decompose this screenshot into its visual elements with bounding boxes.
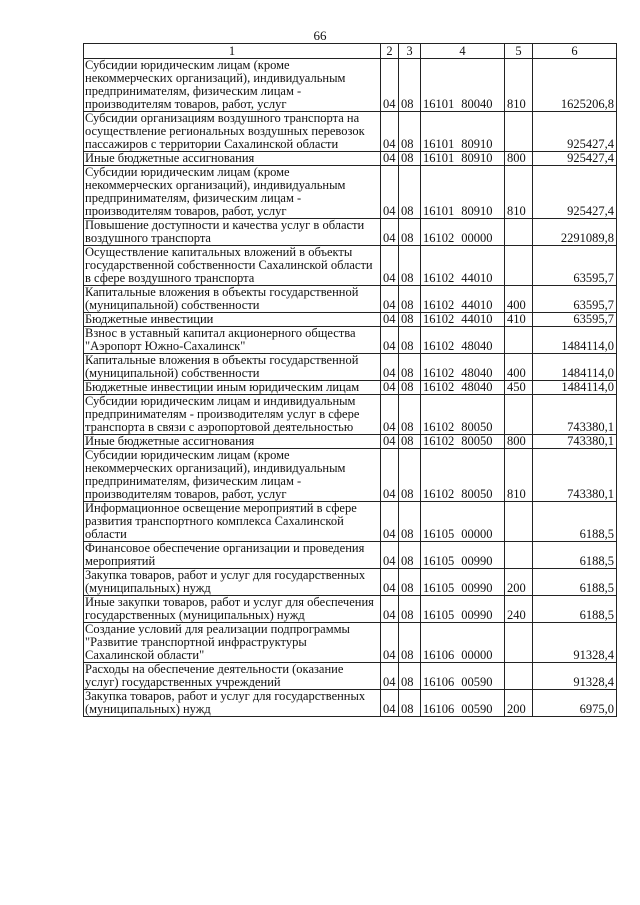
table-row	[84, 663, 617, 690]
target-article-part-b: 80050	[461, 487, 493, 501]
target-article-part-b: 80910	[461, 151, 493, 165]
expense-type-cell	[505, 542, 533, 569]
target-article-part-b: 00990	[461, 608, 493, 622]
expense-type-cell: 240	[505, 596, 533, 623]
target-article-part-a: 16106	[423, 702, 455, 716]
row-name-cell: Закупка товаров, работ и услуг для государственных (муниципальных) нужд	[84, 690, 381, 717]
expense-type-cell	[505, 663, 533, 690]
table-row	[84, 596, 617, 623]
target-article-cell	[421, 569, 505, 596]
expense-type-cell	[505, 327, 533, 354]
expense-type-cell	[505, 246, 533, 286]
table-row	[84, 354, 617, 381]
amount-cell: 743380,1	[533, 435, 617, 449]
table-row	[84, 313, 617, 327]
section-code-cell: 04	[381, 246, 399, 286]
section-code-cell: 04	[381, 166, 399, 219]
expense-type-cell: 400	[505, 286, 533, 313]
target-article-part-a: 16101	[423, 204, 455, 218]
subsection-code-cell: 08	[399, 449, 421, 502]
target-article-part-a: 16106	[423, 648, 455, 662]
header-cell-3: 3	[399, 44, 421, 59]
amount-cell: 6975,0	[533, 690, 617, 717]
target-article-part-b: 44010	[461, 271, 493, 285]
row-name-cell: Капитальные вложения в объекты государственной (муниципальной) собственности	[84, 286, 381, 313]
expense-type-cell: 200	[505, 569, 533, 596]
target-article-part-b: 48040	[461, 366, 493, 380]
header-cell-1: 1	[84, 44, 381, 59]
expense-type-cell	[505, 112, 533, 152]
subsection-code-cell: 08	[399, 596, 421, 623]
target-article-cell	[421, 502, 505, 542]
subsection-code-cell: 08	[399, 152, 421, 166]
table-row	[84, 449, 617, 502]
section-code-cell: 04	[381, 449, 399, 502]
target-article-part-a: 16102	[423, 366, 455, 380]
row-name-cell: Иные бюджетные ассигнования	[84, 435, 381, 449]
row-name-cell: Взнос в уставный капитал акционерного общества "Аэропорт Южно-Сахалинск"	[84, 327, 381, 354]
target-article-part-b: 80050	[461, 434, 493, 448]
target-article-part-a: 16101	[423, 97, 455, 111]
expense-type-cell: 810	[505, 166, 533, 219]
amount-cell: 1484114,0	[533, 381, 617, 395]
subsection-code-cell: 08	[399, 623, 421, 663]
section-code-cell: 04	[381, 381, 399, 395]
row-name-cell: Закупка товаров, работ и услуг для государственных (муниципальных) нужд	[84, 569, 381, 596]
target-article-part-b: 00990	[461, 581, 493, 595]
section-code-cell: 04	[381, 502, 399, 542]
subsection-code-cell: 08	[399, 246, 421, 286]
row-name-cell: Субсидии юридическим лицам (кроме некоммерческих организаций), индивидуальным предпринимателям, физическим лицам - производителям товаров, работ, услуг	[84, 449, 381, 502]
amount-cell: 1625206,8	[533, 59, 617, 112]
amount-cell: 63595,7	[533, 313, 617, 327]
subsection-code-cell: 08	[399, 569, 421, 596]
table-row	[84, 395, 617, 435]
expense-type-cell: 450	[505, 381, 533, 395]
amount-cell: 2291089,8	[533, 219, 617, 246]
target-article-cell	[421, 435, 505, 449]
expense-type-cell: 800	[505, 435, 533, 449]
expense-type-cell	[505, 623, 533, 663]
target-article-cell	[421, 663, 505, 690]
target-article-cell	[421, 596, 505, 623]
section-code-cell: 04	[381, 286, 399, 313]
table-row	[84, 435, 617, 449]
table-row	[84, 59, 617, 112]
section-code-cell: 04	[381, 663, 399, 690]
target-article-part-a: 16102	[423, 487, 455, 501]
expense-type-cell: 810	[505, 449, 533, 502]
row-name-cell: Иные бюджетные ассигнования	[84, 152, 381, 166]
target-article-part-b: 44010	[461, 312, 493, 326]
target-article-cell	[421, 542, 505, 569]
target-article-part-b: 00590	[461, 702, 493, 716]
target-article-part-a: 16102	[423, 434, 455, 448]
row-name-cell: Информационное освещение мероприятий в сфере развития транспортного комплекса Сахалинской области	[84, 502, 381, 542]
table-row	[84, 286, 617, 313]
subsection-code-cell: 08	[399, 542, 421, 569]
amount-cell: 743380,1	[533, 449, 617, 502]
subsection-code-cell: 08	[399, 395, 421, 435]
table-row	[84, 112, 617, 152]
row-name-cell: Субсидии юридическим лицам (кроме некоммерческих организаций), индивидуальным предпринимателям, физическим лицам - производителям товаров, работ, услуг	[84, 59, 381, 112]
subsection-code-cell: 08	[399, 502, 421, 542]
table-row	[84, 569, 617, 596]
target-article-part-b: 00000	[461, 648, 493, 662]
expense-type-cell: 800	[505, 152, 533, 166]
row-name-cell: Субсидии юридическим лицам (кроме некоммерческих организаций), индивидуальным предпринимателям, физическим лицам - производителям товаров, работ, услуг	[84, 166, 381, 219]
expense-type-cell: 400	[505, 354, 533, 381]
section-code-cell: 04	[381, 542, 399, 569]
subsection-code-cell: 08	[399, 313, 421, 327]
target-article-part-a: 16102	[423, 339, 455, 353]
header-cell-4: 4	[421, 44, 505, 59]
expense-type-cell	[505, 219, 533, 246]
target-article-part-a: 16102	[423, 420, 455, 434]
target-article-cell	[421, 313, 505, 327]
target-article-part-b: 00590	[461, 675, 493, 689]
amount-cell: 6188,5	[533, 542, 617, 569]
table-row	[84, 502, 617, 542]
amount-cell: 743380,1	[533, 395, 617, 435]
target-article-part-a: 16105	[423, 608, 455, 622]
table-row	[84, 542, 617, 569]
amount-cell: 63595,7	[533, 246, 617, 286]
row-name-cell: Бюджетные инвестиции иным юридическим лицам	[84, 381, 381, 395]
row-name-cell: Расходы на обеспечение деятельности (оказание услуг) государственных учреждений	[84, 663, 381, 690]
amount-cell: 6188,5	[533, 569, 617, 596]
target-article-cell	[421, 449, 505, 502]
target-article-part-b: 00000	[461, 231, 493, 245]
section-code-cell: 04	[381, 327, 399, 354]
section-code-cell: 04	[381, 219, 399, 246]
subsection-code-cell: 08	[399, 112, 421, 152]
section-code-cell: 04	[381, 354, 399, 381]
subsection-code-cell: 08	[399, 286, 421, 313]
expense-type-cell: 810	[505, 59, 533, 112]
target-article-part-b: 00000	[461, 527, 493, 541]
subsection-code-cell: 08	[399, 381, 421, 395]
target-article-part-b: 80050	[461, 420, 493, 434]
amount-cell: 91328,4	[533, 663, 617, 690]
budget-table	[83, 43, 617, 717]
target-article-cell	[421, 327, 505, 354]
subsection-code-cell: 08	[399, 327, 421, 354]
target-article-cell	[421, 152, 505, 166]
section-code-cell: 04	[381, 152, 399, 166]
target-article-cell	[421, 246, 505, 286]
target-article-part-b: 48040	[461, 380, 493, 394]
section-code-cell: 04	[381, 623, 399, 663]
subsection-code-cell: 08	[399, 690, 421, 717]
target-article-cell	[421, 395, 505, 435]
table-row	[84, 219, 617, 246]
target-article-cell	[421, 623, 505, 663]
row-name-cell: Субсидии организациям воздушного транспорта на осуществление региональных воздушных перевозок пассажиров с территории Сахалинской области	[84, 112, 381, 152]
section-code-cell: 04	[381, 59, 399, 112]
target-article-part-b: 80910	[461, 137, 493, 151]
section-code-cell: 04	[381, 569, 399, 596]
amount-cell: 91328,4	[533, 623, 617, 663]
target-article-part-a: 16102	[423, 298, 455, 312]
row-name-cell: Капитальные вложения в объекты государственной (муниципальной) собственности	[84, 354, 381, 381]
target-article-cell	[421, 354, 505, 381]
page-number: 66	[313, 28, 327, 43]
amount-cell: 925427,4	[533, 152, 617, 166]
table-row	[84, 690, 617, 717]
row-name-cell: Субсидии юридическим лицам и индивидуальным предпринимателям - производителям услуг в сфере транспорта в связи с аэропортовой деятельностью	[84, 395, 381, 435]
expense-type-cell: 410	[505, 313, 533, 327]
row-name-cell: Бюджетные инвестиции	[84, 313, 381, 327]
table-row	[84, 246, 617, 286]
amount-cell: 925427,4	[533, 166, 617, 219]
row-name-cell: Осуществление капитальных вложений в объекты государственной собственности Сахалинской области в сфере воздушного транспорта	[84, 246, 381, 286]
target-article-part-a: 16106	[423, 675, 455, 689]
target-article-cell	[421, 166, 505, 219]
header-cell-5: 5	[505, 44, 533, 59]
expense-type-cell	[505, 395, 533, 435]
amount-cell: 1484114,0	[533, 354, 617, 381]
table-row	[84, 166, 617, 219]
target-article-part-a: 16101	[423, 137, 455, 151]
subsection-code-cell: 08	[399, 663, 421, 690]
target-article-part-b: 48040	[461, 339, 493, 353]
amount-cell: 6188,5	[533, 502, 617, 542]
amount-cell: 1484114,0	[533, 327, 617, 354]
target-article-part-b: 44010	[461, 298, 493, 312]
section-code-cell: 04	[381, 112, 399, 152]
target-article-part-b: 80910	[461, 204, 493, 218]
target-article-cell	[421, 286, 505, 313]
target-article-part-a: 16105	[423, 554, 455, 568]
section-code-cell: 04	[381, 690, 399, 717]
subsection-code-cell: 08	[399, 59, 421, 112]
target-article-cell	[421, 690, 505, 717]
header-cell-2: 2	[381, 44, 399, 59]
subsection-code-cell: 08	[399, 219, 421, 246]
header-cell-6: 6	[533, 44, 617, 59]
table-header-row	[84, 44, 617, 59]
table-body	[84, 44, 617, 717]
table-row	[84, 152, 617, 166]
subsection-code-cell: 08	[399, 354, 421, 381]
table-row	[84, 381, 617, 395]
section-code-cell: 04	[381, 596, 399, 623]
row-name-cell: Повышение доступности и качества услуг в области воздушного транспорта	[84, 219, 381, 246]
amount-cell: 6188,5	[533, 596, 617, 623]
row-name-cell: Иные закупки товаров, работ и услуг для обеспечения государственных (муниципальных) нужд	[84, 596, 381, 623]
target-article-part-a: 16102	[423, 271, 455, 285]
section-code-cell: 04	[381, 435, 399, 449]
table-row	[84, 327, 617, 354]
target-article-cell	[421, 112, 505, 152]
amount-cell: 925427,4	[533, 112, 617, 152]
row-name-cell: Финансовое обеспечение организации и проведения мероприятий	[84, 542, 381, 569]
target-article-cell	[421, 381, 505, 395]
subsection-code-cell: 08	[399, 435, 421, 449]
section-code-cell: 04	[381, 395, 399, 435]
target-article-cell	[421, 219, 505, 246]
row-name-cell: Создание условий для реализации подпрограммы "Развитие транспортной инфраструктуры Сахалинской области"	[84, 623, 381, 663]
table-row	[84, 623, 617, 663]
target-article-part-a: 16105	[423, 581, 455, 595]
section-code-cell: 04	[381, 313, 399, 327]
subsection-code-cell: 08	[399, 166, 421, 219]
target-article-cell	[421, 59, 505, 112]
target-article-part-a: 16102	[423, 231, 455, 245]
target-article-part-a: 16102	[423, 380, 455, 394]
amount-cell: 63595,7	[533, 286, 617, 313]
target-article-part-a: 16105	[423, 527, 455, 541]
expense-type-cell: 200	[505, 690, 533, 717]
target-article-part-a: 16101	[423, 151, 455, 165]
target-article-part-b: 00990	[461, 554, 493, 568]
expense-type-cell	[505, 502, 533, 542]
target-article-part-a: 16102	[423, 312, 455, 326]
target-article-part-b: 80040	[461, 97, 493, 111]
